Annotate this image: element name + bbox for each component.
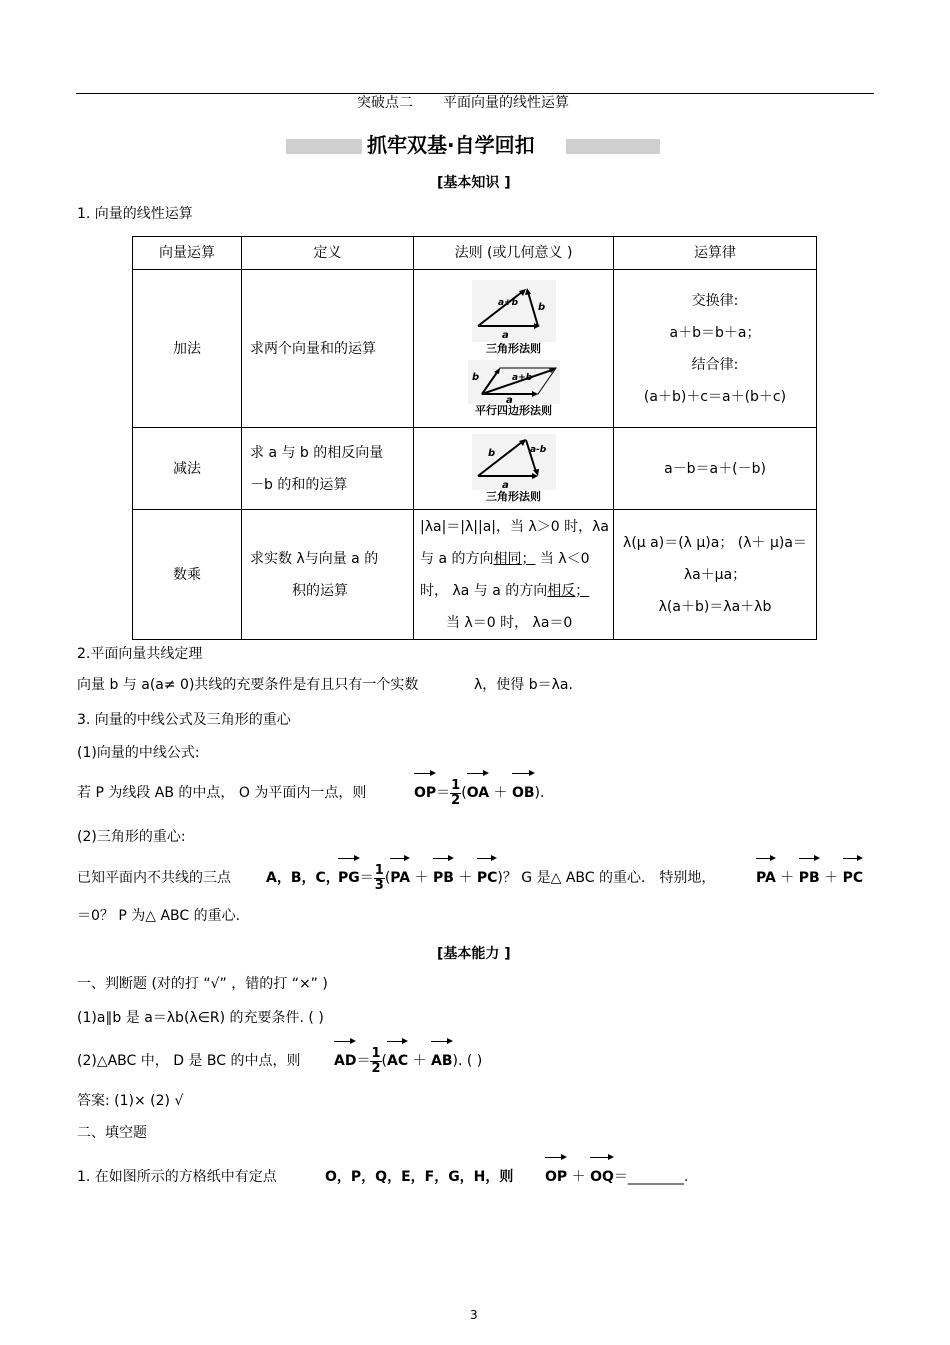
add-def: 求两个向量和的运算 [242,270,414,428]
sub-def [242,428,414,510]
row-sub [133,428,817,510]
section3-title: 3. 向量的中线公式及三角形的重心 [77,712,291,728]
sub-law: a－b＝a＋(－b) [614,428,817,510]
basic-ability-label: [基本能力 ] [437,946,511,962]
fig1-label-a: a [501,329,509,341]
sub-name: 减法 [133,428,242,510]
fill-title: 二、填空题 [77,1125,147,1141]
judge-q2-formula: AD＝ $\frac{1}{2}$ (AC ＋ AB). ( ) [334,1044,482,1078]
row-add [133,270,817,428]
section2-title: 2.平面向量共线定理 [77,646,203,662]
judge-answer: 答案: (1)× (2) √ [77,1093,184,1109]
mul-rule-1: |λa|＝|λ||a|，当 λ＞0 时，λa [420,518,609,535]
vec-ac: AC [387,1044,408,1078]
midpoint-formula: OP＝ $\frac{1}{2}$ (OA ＋ OB). [414,776,544,810]
row-mul [133,510,817,640]
banner-bar-left [286,139,362,154]
sub-fig-amb: a-b [529,444,546,455]
section3-sub1: (1)向量的中线公式: [77,745,200,761]
mul-rule-2: 与 a 的方向相同； 当 λ＜0 [420,550,590,567]
centroid-sum: PA ＋ PB ＋ PC [756,861,863,895]
page-number: 3 [470,1308,478,1322]
th-law: 运算律 [614,237,817,270]
fig1-label-b: b [537,301,545,313]
sub-fig-caption: 三角形法则 [486,489,541,503]
add-laws [614,270,817,428]
vec-ab: AB [431,1044,453,1078]
add-law-4: (a＋b)＋c＝a＋(b＋c) [643,388,787,405]
judge-q1: (1)a∥b 是 a＝λb(λ∈R) 的充要条件. ( ) [77,1010,324,1026]
mul-laws [614,510,817,640]
fill-q1-points: O，P，Q，E，F，G，H，则 [325,1169,514,1185]
add-figures [414,270,614,428]
fig2-label-a: a [505,394,513,404]
linear-ops-table [132,236,817,640]
th-rule: 法则 (或几何意义 ) [414,237,614,270]
sub-fig-a: a [501,479,509,490]
section3-sub2: (2)三角形的重心: [77,829,186,845]
mul-name: 数乘 [133,510,242,640]
centroid-formula: PG＝ $\frac{1}{3}$ (PA ＋ PB ＋ PC)？ G 是△ ABC 的重心． 特别地， [338,861,715,895]
vec-oq: OQ [590,1160,614,1194]
subtract-rule-figure [472,434,556,490]
th-op: 向量运算 [133,237,242,270]
mul-rule-4: 当 λ＝0 时， λa＝0 [446,614,573,631]
add-name: 加法 [133,270,242,428]
fig2-label-b: b [471,371,479,383]
mul-def-line2: 积的运算 [292,582,348,599]
basic-knowledge-label: [基本知识 ] [437,175,511,191]
mul-def [242,510,414,640]
vec-pg: PG [338,861,360,895]
mul-law-3: λ(a＋b)＝λa＋λb [658,598,772,615]
centroid-text: 已知平面内不共线的三点 [77,870,231,886]
fig2-caption: 平行四边形法则 [475,403,552,417]
sub-def-line1: 求 a 与 b 的相反向量 [250,444,384,461]
vec-pc: PC [477,861,498,895]
vec-oa: OA [467,776,489,810]
mul-rule-3: 时， λa 与 a 的方向相反； [420,582,590,599]
mul-def-line1: 求实数 λ与向量 a 的 [250,550,379,567]
sub-fig-b: b [487,447,495,459]
section2-text2: λ，使得 b＝λa. [474,677,573,693]
frac-half-2: $\frac{1}{2}$ [371,1045,381,1076]
fill-q1-text: 1. 在如图所示的方格纸中有定点 [77,1169,277,1185]
banner-bar-right [566,139,660,154]
judge-title: 一、判断题 (对的打 “√” ，错的打 “×” ) [77,976,328,992]
centroid-end: ＝0？ P 为△ ABC 的重心. [77,908,241,924]
section2-text1: 向量 b 与 a(a≠ 0)共线的充要条件是有且只有一个实数 [77,677,419,693]
mul-rule [414,510,614,640]
th-def: 定义 [242,237,414,270]
vec-op-2: OP [545,1160,567,1194]
vec-pb-2: PB [799,861,820,895]
mul-law-1: λ(μ a)＝(λ μ)a； (λ＋ μ)a＝ [623,534,807,551]
mul-law-2: λa＋μa； [683,566,747,583]
sub-def-line2: －b 的和的运算 [250,476,348,493]
vec-pa: PA [390,861,410,895]
table-header-row [133,237,817,270]
vec-op: OP [414,776,436,810]
section1-title: 1. 向量的线性运算 [77,206,193,222]
add-law-2: a＋b＝b＋a； [669,324,761,341]
section-label: 突破点二 [357,95,413,111]
fill-q1-formula: OP ＋ OQ＝________. [545,1160,688,1194]
add-law-3: 结合律: [691,356,739,373]
vec-ob: OB [512,776,535,810]
frac-third: $\frac{1}{3}$ [374,862,384,893]
midpoint-text: 若 P 为线段 AB 的中点， O 为平面内一点，则 [77,785,367,801]
fig1-label-ab: a+b [497,297,518,308]
fig2-label-ab: a+b [511,372,532,383]
judge-q2-text: (2)△ABC 中， D 是 BC 的中点，则 [77,1053,301,1069]
vec-pb: PB [433,861,454,895]
parallelogram-rule-figure [468,360,560,404]
fig1-caption: 三角形法则 [486,341,541,355]
frac-half: $\frac{1}{2}$ [451,777,461,808]
vec-pc-2: PC [843,861,864,895]
triangle-rule-figure [472,280,556,342]
section-title: 平面向量的线性运算 [443,95,569,111]
sub-figure-cell [414,428,614,510]
vec-pa-2: PA [756,861,776,895]
add-law-1: 交换律: [691,292,739,309]
vec-ad: AD [334,1044,356,1078]
banner-title: 抓牢双基·自学回扣 [367,133,535,157]
centroid-points: A，B，C， [266,870,340,886]
